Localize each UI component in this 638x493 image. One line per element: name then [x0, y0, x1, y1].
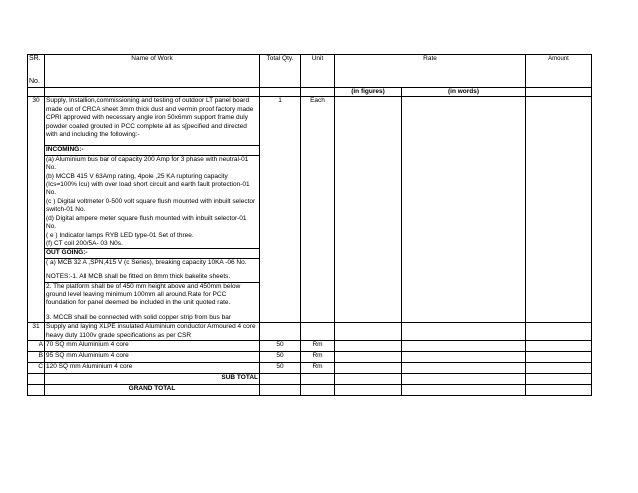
subitem-row — [28, 351, 592, 362]
subitem-unit: Rm — [301, 351, 335, 362]
subitem-sr: B — [28, 351, 45, 362]
grand-total-label: GRAND TOTAL — [45, 384, 260, 395]
note-1: NOTES:-1. All MCB shall be fitted on 8mm thick bakelite sheets. — [46, 273, 231, 281]
subitem-qty: 50 — [260, 362, 301, 373]
item-30-rate-words — [402, 97, 526, 323]
incoming-item: (a) Aluminium bus bar of capacity 200 Amp for 3 phase with neutral-01 No. — [46, 155, 249, 172]
incoming-item: ( e ) Indicator lamps RYB LED type-01 Set of three. — [46, 231, 194, 239]
subitem-row — [28, 340, 592, 351]
item-30-unit: Each — [301, 97, 335, 323]
note-3: 3. MCCB shall be connected with solid copper strip from bus bar — [46, 313, 231, 321]
incoming-item: (d) Digital ampere meter square flush mounted with inbuilt selector-01 No. — [46, 214, 247, 231]
incoming-item: (c ) Digital voltmeter 0-500 volt square flush mounted with inbuilt selector switch-01 No. — [46, 197, 256, 214]
rate-in-words-header: (in words) — [402, 88, 526, 97]
subitem-description: 70 SQ mm Aluminium 4 core — [45, 340, 260, 351]
item-30-sr: 30 — [28, 97, 45, 323]
subitem-description: 120 SQ mm Aluminium 4 core — [45, 362, 260, 373]
rate-in-figures-header: (in figures) — [335, 88, 402, 97]
rate-subheader-row — [28, 88, 592, 97]
note-2: 2. The platform shall be of 450 mm height above and 450mm below ground level leaving minimum 100mm all around.Rate for PCC foundation for panel deemed be included in the unit quoted rate. — [46, 282, 241, 307]
item-row-30 — [28, 97, 592, 323]
subitem-unit: Rm — [301, 340, 335, 351]
amount-header: Amount — [526, 55, 592, 88]
subitem-sr: A — [28, 340, 45, 351]
name-of-work-header: Name of Work — [45, 55, 260, 88]
subitem-qty: 50 — [260, 340, 301, 351]
sub-total-row — [28, 373, 592, 384]
sr-no-header — [28, 55, 45, 88]
item-31-description: Supply and laying XLPE insulated Aluminium conductor Armoured 4 core heavy duty 1100v grade specifications as per CSR — [45, 323, 260, 341]
rate-header: Rate — [335, 55, 526, 88]
item-30-description — [45, 97, 260, 323]
subitem-description: 95 SQ mm Aluminium 4 core — [45, 351, 260, 362]
total-qty-header: Total Qty. — [260, 55, 301, 88]
subitem-sr: C — [28, 362, 45, 373]
incoming-heading: INCOMING:- — [46, 146, 84, 154]
item-31-sr: 31 — [28, 323, 45, 341]
sub-total-label: SUB TOTAL — [45, 373, 260, 384]
item-30-main-text: Supply, Installion,commissioning and testing of outdoor LT panel board made out of CRCA sheet 3mm thick dust and vermin proof factory made CPRI approved with necessary angle iron 50x6mm support frame duly powder coated grouted in PCC complete all as s[pecified and directed with and including the following:- — [46, 97, 254, 139]
sr-header-line2: No. — [29, 78, 40, 86]
grand-total-row — [28, 384, 592, 395]
header-row — [28, 55, 592, 88]
subitem-row — [28, 362, 592, 373]
incoming-item: (b) MCCB 415 V 63Amp rating, 4pole ,25 KA rupturing capacity (Ics=100% Icu) with over load short circuit and earth fault protection-01 No. — [46, 172, 250, 197]
outgoing-heading: OUT GOING:- — [46, 249, 88, 257]
subitem-unit: Rm — [301, 362, 335, 373]
item-row-31 — [28, 323, 592, 341]
item-30-qty: 1 — [260, 97, 301, 323]
item-30-rate-figures — [335, 97, 402, 323]
sr-header-line1: SR. — [29, 55, 41, 62]
incoming-item: (f) CT coil 200/5A- 03 N0s. — [46, 239, 123, 247]
bill-of-quantities-table — [27, 54, 592, 396]
outgoing-item: ( a) MCB 32 A ,SPN,415 V (c Series), breaking capacity 10KA -06 No. — [46, 258, 247, 266]
unit-header: Unit — [301, 55, 335, 88]
subitem-qty: 50 — [260, 351, 301, 362]
item-30-amount — [526, 97, 592, 323]
